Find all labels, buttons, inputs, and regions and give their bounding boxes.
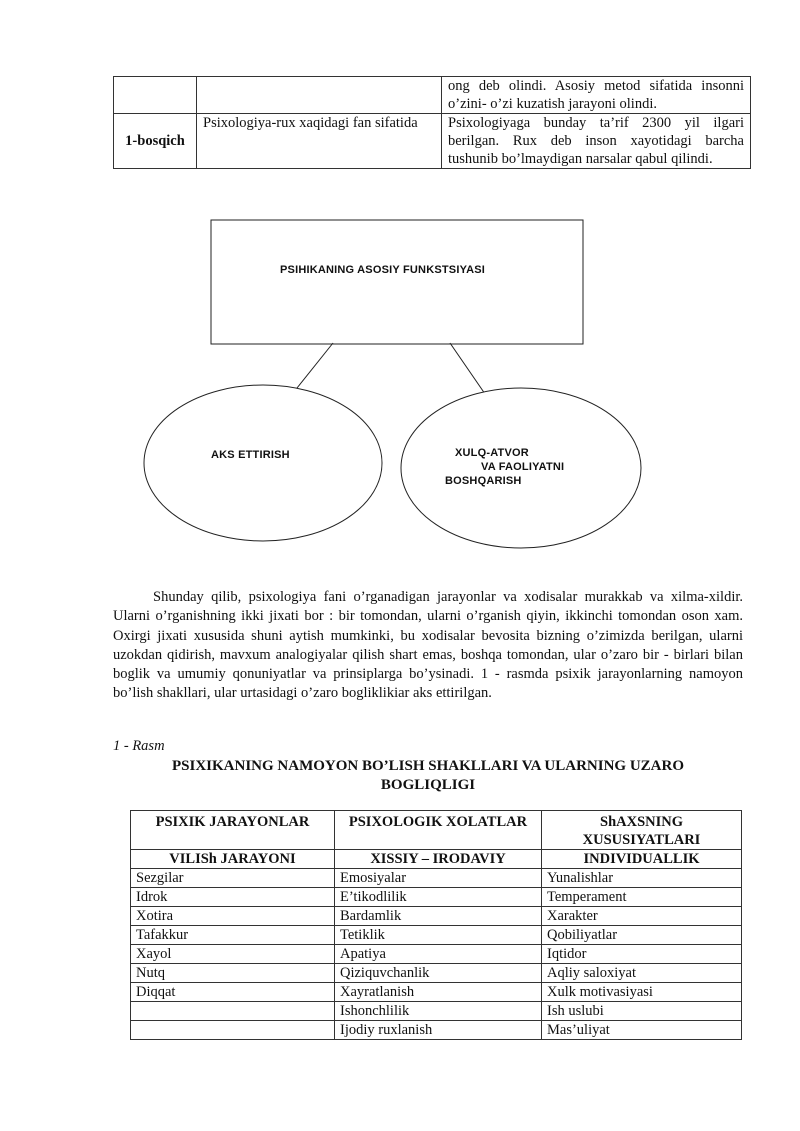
behavior-label-line3: BOSHQARISH — [445, 475, 522, 487]
table-cell: Idrok — [131, 888, 335, 907]
table-row — [131, 964, 742, 983]
table-cell: Yunalishlar — [542, 869, 742, 888]
table-cell: Tafakkur — [131, 926, 335, 945]
behavior-label-line1: XULQ-ATVOR — [455, 447, 529, 459]
header-row — [131, 811, 742, 850]
table-row — [131, 926, 742, 945]
table-cell: Ish uslubi — [542, 1002, 742, 1021]
table-cell: Bardamlik — [335, 907, 542, 926]
table-cell: Nutq — [131, 964, 335, 983]
reflection-label: AKS ETTIRISH — [211, 449, 290, 461]
table-row — [131, 1021, 742, 1040]
header-states: PSIXOLOGIK XOLATLAR — [335, 811, 542, 850]
function-diagram — [0, 210, 800, 580]
topic-cell — [197, 77, 442, 114]
subheader-states: XISSIY – IRODAVIY — [335, 850, 542, 869]
table-cell: Tetiklik — [335, 926, 542, 945]
table-row — [114, 77, 751, 114]
body-paragraph-text: Shunday qilib, psixologiya fani o’rganadigan jarayonlar va xodisalar murakkab va xilma-xildir. Ularni o’rganishning ikki jixati bor : bir tomondan, ularni o’rganish qiyin, ikkinchi tomondan oson xam. Oxirgi jixati xususida shuni aytish mumkinki, bu xodisalar bevosita bizning o’zimizda berilgan, ularni uzokdan qidirish, mavxum analogiyalar qilish shart emas, boshqa tomondan, ular o’zaro bir - birlari bilan boglik va umumiy qonuniyatlar va prinsiplarga bo’ysinadi. 1 - rasmda psixik jarayonlarning namoyon bo’lish shakllari, ular urtasidagi o’zaro bogliklikiar aks ettirilgan. — [113, 589, 743, 702]
subheader-row — [131, 850, 742, 869]
table-cell: Xayratlanish — [335, 983, 542, 1002]
stage-cell — [114, 77, 197, 114]
table-cell: Xulk motivasiyasi — [542, 983, 742, 1002]
description-cell: Psixologiyaga bunday ta’rif 2300 yil ilgari berilgan. Rux deb inson xayotidagi barcha tushunib bo’lmaydigan narsalar qabul qilindi. — [442, 114, 751, 169]
table-cell: Diqqat — [131, 983, 335, 1002]
table-cell: Aqliy saloxiyat — [542, 964, 742, 983]
figure-title-line1: PSIXIKANING NAMOYON BO’LISH SHAKLLARI VA ULARNING UZARO — [171, 758, 685, 774]
table-cell: Apatiya — [335, 945, 542, 964]
table-cell: Xayol — [131, 945, 335, 964]
stage-cell: 1-bosqich — [114, 114, 197, 169]
table-cell: Sezgilar — [131, 869, 335, 888]
table-cell: Mas’uliyat — [542, 1021, 742, 1040]
figure-label: 1 - Rasm — [113, 738, 165, 754]
table-row — [131, 888, 742, 907]
main-function-label: PSIHIKANING ASOSIY FUNKSTSIYASI — [280, 264, 486, 276]
table-cell — [131, 1002, 335, 1021]
table-cell: Temperament — [542, 888, 742, 907]
table-row — [131, 1002, 742, 1021]
table-cell: Xotira — [131, 907, 335, 926]
table-cell: E’tikodlilik — [335, 888, 542, 907]
table-cell: Emosiyalar — [335, 869, 542, 888]
header-processes: PSIXIK JARAYONLAR — [131, 811, 335, 850]
body-paragraph — [113, 588, 743, 704]
header-traits: ShAXSNING XUSUSIYATLARI — [542, 811, 742, 850]
behavior-label-line2: VA FAOLIYATNI — [481, 461, 565, 473]
description-cell: ong deb olindi. Asosiy metod sifatida insonni o’zini- o’zi kuzatish jarayoni olindi. — [442, 77, 751, 114]
top-table — [113, 76, 751, 169]
table-cell: Ijodiy ruxlanish — [335, 1021, 542, 1040]
table-cell: Qiziquvchanlik — [335, 964, 542, 983]
subheader-processes: VILISh JARAYONI — [131, 850, 335, 869]
figure-title — [113, 757, 743, 795]
table-cell: Qobiliyatlar — [542, 926, 742, 945]
figure-title-line2: BOGLIQLIGI — [380, 777, 476, 793]
table-row — [131, 907, 742, 926]
table-row — [131, 983, 742, 1002]
table-row — [131, 945, 742, 964]
table-cell: Xarakter — [542, 907, 742, 926]
forms-table — [130, 810, 742, 1040]
table-cell — [131, 1021, 335, 1040]
subheader-traits: INDIVIDUALLIK — [542, 850, 742, 869]
table-row — [131, 869, 742, 888]
topic-cell: Psixologiya-rux xaqidagi fan sifatida — [197, 114, 442, 169]
table-row — [114, 114, 751, 169]
table-cell: Iqtidor — [542, 945, 742, 964]
table-cell: Ishonchlilik — [335, 1002, 542, 1021]
main-function-box — [211, 220, 583, 344]
reflection-ellipse — [144, 385, 382, 541]
